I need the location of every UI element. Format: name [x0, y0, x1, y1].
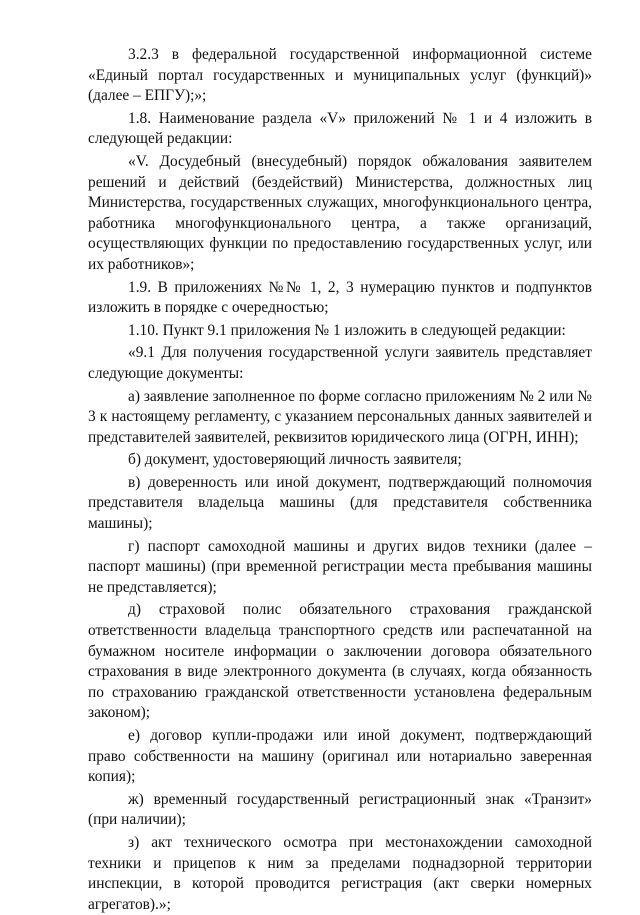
list-item-b: б) документ, удостоверяющий личность заявителя; — [128, 451, 462, 469]
paragraph-3-2-3: 3.2.3 в федеральной государственной информационной системе «Единый портал государственных и муниципальных услуг (функций)» (далее – ЕПГУ);»; — [88, 46, 592, 105]
list-item-zh: ж) временный государственный регистрационный знак «Транзит» (при наличии); — [88, 790, 592, 829]
list-item-a: а) заявление заполненное по форме согласно приложениям № 2 или № 3 к настоящему регламенту, с указанием персональных данных заявителей и представителей заявителей, реквизитов юридического лица (ОГРН, ИНН); — [88, 387, 592, 446]
list-item-g: г) паспорт самоходной машины и других видов техники (далее – паспорт машины) (при временной регистрации места пребывания машины не представляется); — [88, 537, 592, 596]
paragraph-1-9: 1.9. В приложениях №№ 1, 2, 3 нумерацию пунктов и подпунктов изложить в порядке с очередностью; — [88, 278, 592, 317]
paragraph-9-1: «9.1 Для получения государственной услуги заявитель представляет следующие документы: — [88, 344, 592, 382]
paragraph-1-10: 1.10. Пункт 9.1 приложения № 1 изложить в следующей редакции: — [128, 321, 566, 339]
list-item-z: з) акт технического осмотра при местонахождении самоходной техники и прицепов к ним за пределами поднадзорной территории инспекции, в которой проводится регистрация (акт сверки номерных агрегатов).»; — [88, 833, 592, 913]
paragraph-section-v-title: «V. Досудебный (внесудебный) порядок обжалования заявителем решений и действий (бездействий) Министерства, должностных лиц Министерства, государственных служащих, многофункционального центра, работника многофункционального центра, а также организаций, осуществляющих функции по предоставлению государственных услуг, или их работников»; — [88, 152, 592, 273]
list-item-v: в) доверенность или иной документ, подтверждающий полномочия представителя владельца машины (для представителя собственника машины); — [88, 473, 592, 533]
list-item-d: д) страховой полис обязательного страхования гражданской ответственности владельца транспортного средств или распечатанной на бумажном носителе информации о заключении договора обязательного страхования в виде электронного документа (в случаях, когда обязанность по страхованию гражданской ответственности установлена федеральным законом); — [88, 601, 592, 722]
list-item-e: е) договор купли-продажи или иной документ, подтверждающий право собственности на машину (оригинал или нотариально заверенная копия); — [88, 727, 592, 786]
paragraph-1-8: 1.8. Наименование раздела «V» приложений № 1 и 4 изложить в следующей редакции: — [88, 109, 592, 148]
